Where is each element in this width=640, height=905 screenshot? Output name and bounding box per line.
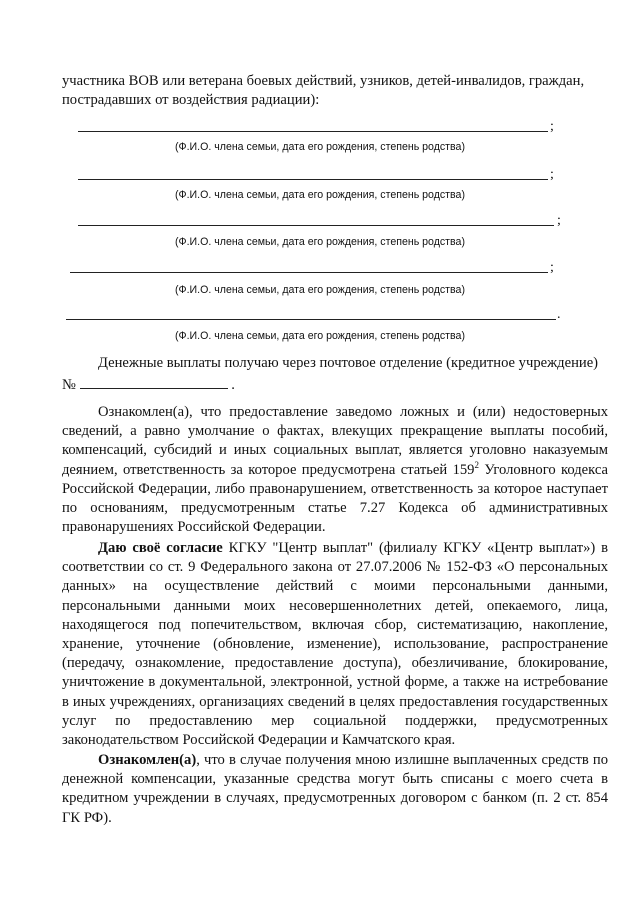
- family-member-field-5[interactable]: [66, 306, 564, 320]
- family-member-caption-5: (Ф.И.О. члена семьи, дата его рождения, степень родства): [175, 330, 465, 342]
- notice2-bold: Ознакомлен(а): [98, 752, 197, 768]
- family-member-field-2[interactable]: [78, 166, 558, 180]
- payment-paragraph: [62, 354, 608, 373]
- fill-line: [78, 131, 548, 132]
- line-end-mark: ;: [550, 260, 554, 275]
- overpayment-notice: [62, 751, 608, 828]
- fill-line: [78, 179, 548, 180]
- notice2-text: , что в случае получения мною излишне выплаченных средств по денежной компенсации, указанные средства могут быть списаны с моего счета в кредитном учреждении в случаях, предусмотренных договором с банком (п. 2 ст. 854 ГК РФ).: [62, 752, 608, 826]
- false-information-notice: [62, 403, 608, 537]
- fill-line: [66, 319, 556, 320]
- family-member-caption-3: (Ф.И.О. члена семьи, дата его рождения, степень родства): [175, 236, 465, 248]
- line-end-mark: ;: [557, 213, 561, 228]
- fill-line: [78, 225, 554, 226]
- fill-line: [70, 272, 548, 273]
- notice1-text-a: Ознакомлен(а), что предоставление заведомо ложных и (или) недостоверных сведений, а равно умолчание о фактах, влекущих прекращение выплаты пособий, компенсаций, субсидий и иных социальных выплат, является уголовно наказуемым деянием, ответственность за которое предусмотрена статьей 159: [62, 404, 608, 478]
- intro-line-2: пострадавших от воздействия радиации):: [62, 92, 320, 109]
- line-end-mark: ;: [550, 119, 554, 134]
- family-member-field-4[interactable]: [70, 259, 558, 273]
- payment-number-field[interactable]: [80, 374, 228, 389]
- payment-number-row: [62, 374, 262, 394]
- intro-paragraph: [62, 72, 608, 110]
- payment-end-mark: .: [231, 377, 235, 393]
- family-member-caption-1: (Ф.И.О. члена семьи, дата его рождения, степень родства): [175, 141, 465, 153]
- consent-bold: Даю своё согласие: [98, 540, 223, 556]
- family-member-field-3[interactable]: [78, 212, 566, 226]
- family-member-field-1[interactable]: [78, 118, 558, 132]
- family-member-caption-2: (Ф.И.О. члена семьи, дата его рождения, степень родства): [175, 189, 465, 201]
- intro-line-1: участника ВОВ или ветерана боевых действий, узников, детей-инвалидов, граждан,: [62, 73, 585, 89]
- family-member-caption-4: (Ф.И.О. члена семьи, дата его рождения, степень родства): [175, 284, 465, 296]
- line-end-mark: .: [557, 307, 561, 322]
- notice1-text-b: Уголовного кодекса Российской Федерации, либо правонарушением, ответственность за которое наступает по основаниям, предусмотренным статье 7.27 Кодекса об административных правонарушениях Российской Федерации.: [62, 461, 608, 536]
- line-end-mark: ;: [550, 167, 554, 182]
- number-sign: №: [62, 377, 76, 393]
- consent-text: КГКУ "Центр выплат" (филиалу КГКУ «Центр выплат») в соответствии со ст. 9 Федерального закона от 27.07.2006 № 152-ФЗ «О персональных данных» на осуществление действий с моими персональными данными, персональными данными моих несовершеннолетних детей, опекаемого, лица, находящегося под попечительством, включая сбор, систематизацию, накопление, хранение, уточнение (обновление, изменение), использование, распространение (передачу, ознакомление, предоставление доступа), обезличивание, блокирование, уничтожение в документальной, электронной, устной форме, а также на истребование в иных учреждениях, организациях сведений в целях предоставления государственных услуг по предоставлению мер социальной поддержки, предусмотренных законодательством Российской Федерации и Камчатского края.: [62, 540, 608, 749]
- personal-data-consent: [62, 539, 608, 750]
- notice1-sup: 2: [474, 459, 479, 470]
- payment-text: Денежные выплаты получаю через почтовое отделение (кредитное учреждение): [98, 355, 599, 371]
